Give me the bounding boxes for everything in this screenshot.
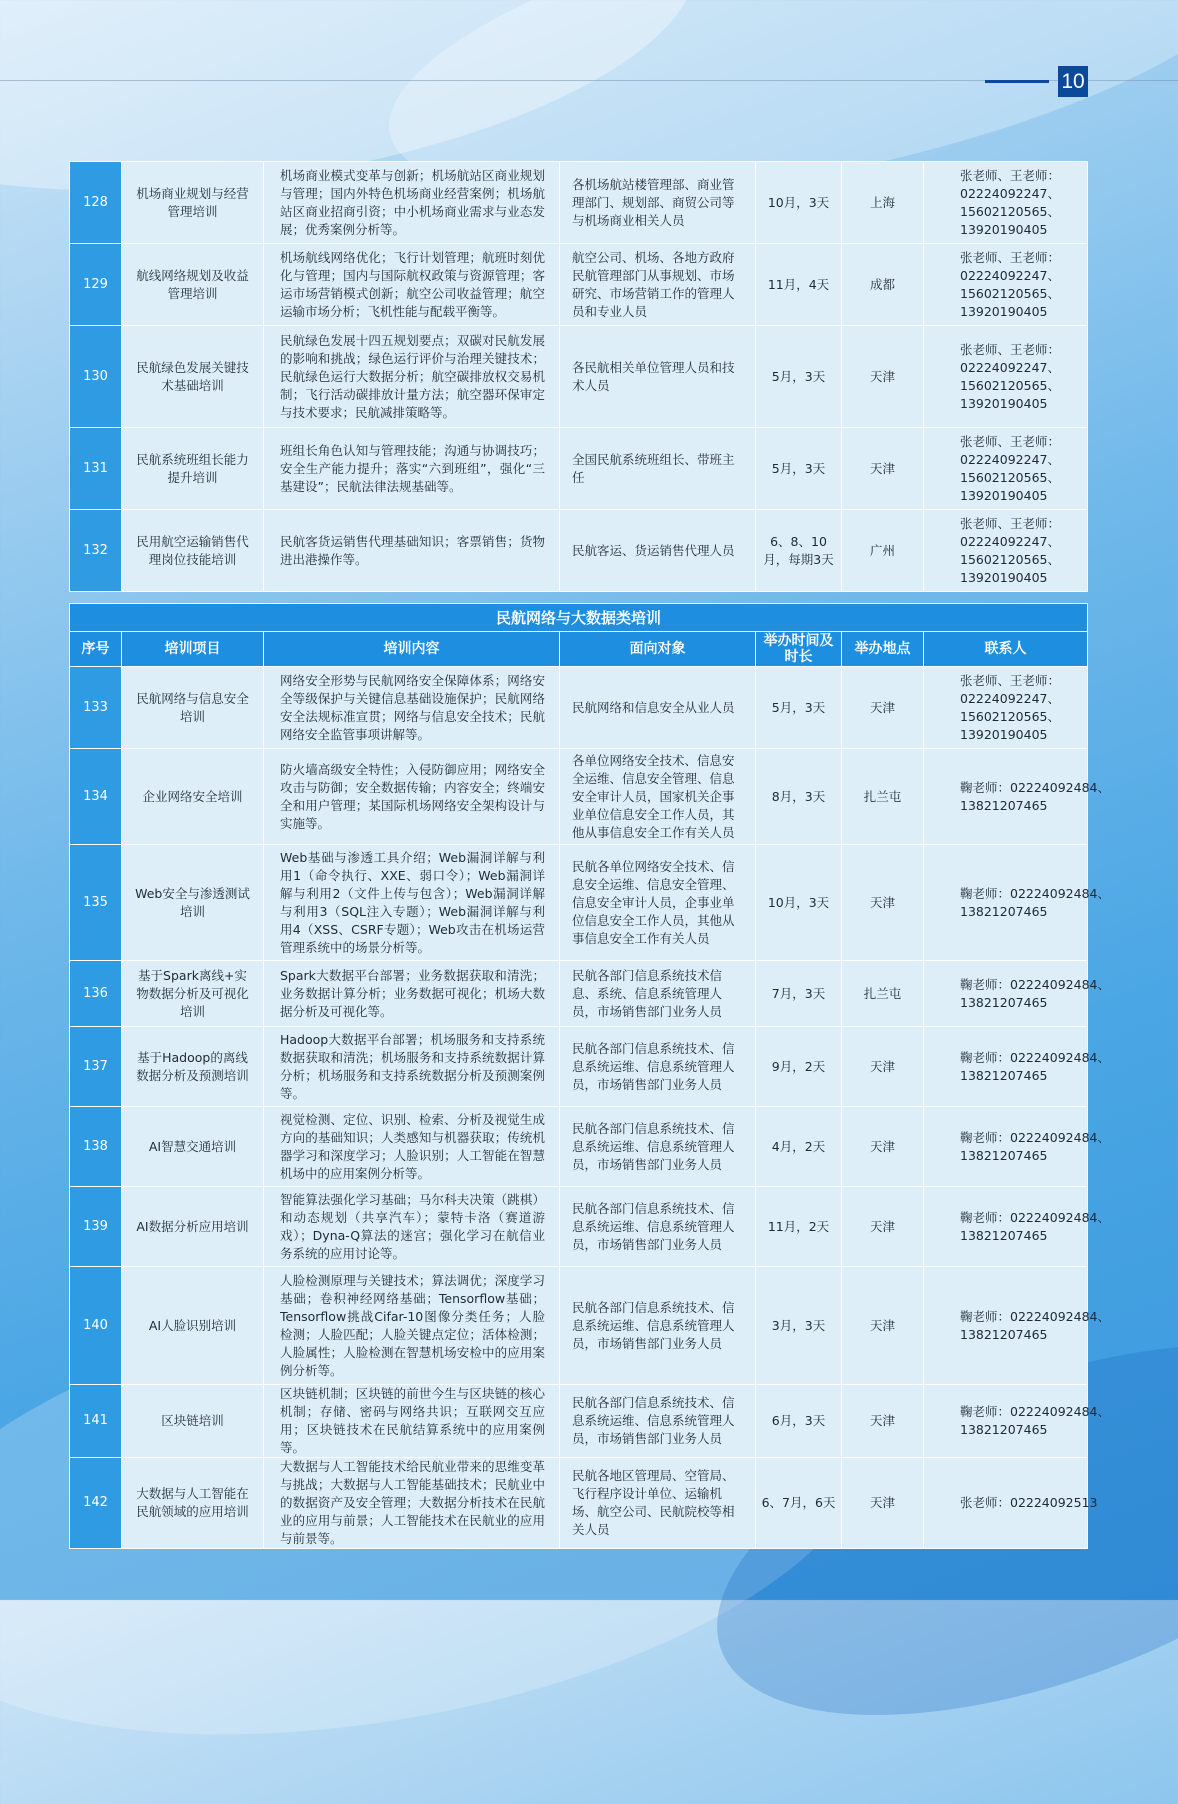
table-row xyxy=(70,1458,1088,1549)
venue: 上海 xyxy=(842,162,924,244)
header-time: 举办时间及时长 xyxy=(756,632,842,667)
target-audience: 民航网络和信息安全从业人员 xyxy=(560,667,756,749)
contact-line: 02224092247、 xyxy=(960,267,1060,283)
row-number: 139 xyxy=(70,1187,122,1267)
schedule-duration: 10月，3天 xyxy=(756,162,842,244)
contact-line: 15602120565、 xyxy=(960,377,1060,393)
contact-info xyxy=(924,1187,1110,1267)
table-row xyxy=(70,961,1088,1027)
contact-info xyxy=(924,1027,1110,1107)
training-name: 区块链培训 xyxy=(122,1385,264,1458)
schedule-duration: 5月，3天 xyxy=(756,326,842,428)
table-row xyxy=(70,667,1088,749)
contact-line: 张老师、王老师： xyxy=(960,433,1061,449)
contact-info xyxy=(924,961,1110,1027)
contact-line: 02224092247、 xyxy=(960,451,1060,467)
training-name: 机场商业规划与经营管理培训 xyxy=(122,162,264,244)
row-number: 130 xyxy=(70,326,122,428)
venue: 天津 xyxy=(842,1458,924,1549)
contact-line: 13821207465 xyxy=(960,797,1048,813)
target-audience: 民航客运、货运销售代理人员 xyxy=(560,510,756,592)
row-number: 129 xyxy=(70,244,122,326)
target-audience: 各机场航站楼管理部、商业管理部门、规划部、商贸公司等与机场商业相关人员 xyxy=(560,162,756,244)
contact-info xyxy=(924,162,1088,244)
contact-line: 13821207465 xyxy=(960,1422,1048,1437)
training-content: 民航绿色发展十四五规划要点；双碳对民航发展的影响和挑战；绿色运行评价与治理关键技术；民航绿色运行大数据分析；航空碳排放权交易机制；飞行活动碳排放计量方法；航空器环保审定与技术要求；民航减排策略等。 xyxy=(264,326,560,428)
training-name: 基于Spark离线+实物数据分析及可视化培训 xyxy=(122,961,264,1027)
venue: 天津 xyxy=(842,428,924,510)
target-audience: 各民航相关单位管理人员和技术人员 xyxy=(560,326,756,428)
schedule-duration: 5月，3天 xyxy=(756,428,842,510)
contact-line: 鞠老师：02224092484、 xyxy=(960,976,1110,992)
target-audience: 民航各部门信息系统技术、信息系统运维、信息系统管理人员，市场销售部门业务人员 xyxy=(560,1187,756,1267)
venue: 天津 xyxy=(842,845,924,961)
table-row xyxy=(70,1267,1088,1385)
training-name: Web安全与渗透测试培训 xyxy=(122,845,264,961)
schedule-duration: 3月，3天 xyxy=(756,1267,842,1385)
training-table-network-bigdata xyxy=(69,603,1110,1549)
venue: 天津 xyxy=(842,1385,924,1458)
row-number: 133 xyxy=(70,667,122,749)
training-name: 航线网络规划及收益管理培训 xyxy=(122,244,264,326)
contact-line: 15602120565、 xyxy=(960,203,1060,219)
contact-line: 02224092247、 xyxy=(960,690,1060,706)
contact-line: 13821207465 xyxy=(960,1326,1048,1342)
target-audience: 全国民航系统班组长、带班主任 xyxy=(560,428,756,510)
table-row xyxy=(70,162,1088,244)
contact-info xyxy=(924,1385,1110,1458)
contact-line: 13821207465 xyxy=(960,994,1048,1010)
contact-line: 张老师、王老师： xyxy=(960,341,1061,357)
contact-line: 鞠老师：02224092484、 xyxy=(960,1049,1110,1065)
contact-line: 13821207465 xyxy=(960,903,1048,919)
schedule-duration: 6、7月，6天 xyxy=(756,1458,842,1549)
contact-line: 张老师、王老师： xyxy=(960,515,1061,531)
training-name: 民航系统班组长能力提升培训 xyxy=(122,428,264,510)
contact-info xyxy=(924,326,1088,428)
training-name: 基于Hadoop的离线数据分析及预测培训 xyxy=(122,1027,264,1107)
contact-line: 15602120565、 xyxy=(960,551,1060,567)
contact-line: 张老师、王老师： xyxy=(960,167,1061,183)
contact-line: 13821207465 xyxy=(960,1147,1048,1163)
schedule-duration: 11月，2天 xyxy=(756,1187,842,1267)
table-row xyxy=(70,1385,1088,1458)
training-content: 民航客货运销售代理基础知识；客票销售；货物进出港操作等。 xyxy=(264,510,560,592)
contact-line: 13821207465 xyxy=(960,1227,1048,1243)
contact-line: 13920190405 xyxy=(960,395,1048,411)
header-name: 培训项目 xyxy=(122,632,264,667)
table-row xyxy=(70,845,1088,961)
training-name: AI智慧交通培训 xyxy=(122,1107,264,1187)
table-row xyxy=(70,326,1088,428)
row-number: 138 xyxy=(70,1107,122,1187)
target-audience: 民航各部门信息系统技术、信息系统运维、信息系统管理人员，市场销售部门业务人员 xyxy=(560,1385,756,1458)
contact-info xyxy=(924,667,1088,749)
contact-info xyxy=(924,1458,1098,1549)
schedule-duration: 10月，3天 xyxy=(756,845,842,961)
contact-info xyxy=(924,428,1088,510)
contact-line: 鞠老师：02224092484、 xyxy=(960,779,1110,795)
table-row xyxy=(70,244,1088,326)
schedule-duration: 9月，2天 xyxy=(756,1027,842,1107)
contact-line: 张老师、王老师： xyxy=(960,672,1061,688)
venue: 天津 xyxy=(842,326,924,428)
page-number-line xyxy=(985,80,1049,83)
header-content: 培训内容 xyxy=(264,632,560,667)
training-content: 大数据与人工智能技术给民航业带来的思维变革与挑战；大数据与人工智能基础技术；民航业中的数据资产及安全管理；大数据分析技术在民航业的应用与前景；人工智能技术在民航业的应用与前景等。 xyxy=(264,1458,560,1549)
contact-line: 鞠老师：02224092484、 xyxy=(960,885,1110,901)
schedule-duration: 11月，4天 xyxy=(756,244,842,326)
contact-info xyxy=(924,244,1088,326)
schedule-duration: 5月，3天 xyxy=(756,667,842,749)
table-row xyxy=(70,510,1088,592)
schedule-duration: 8月，3天 xyxy=(756,749,842,845)
contact-line: 张老师、王老师： xyxy=(960,249,1061,265)
header-no: 序号 xyxy=(70,632,122,667)
contact-info xyxy=(924,749,1110,845)
target-audience: 民航各部门信息系统技术、信息系统运维、信息系统管理人员，市场销售部门业务人员 xyxy=(560,1267,756,1385)
venue: 天津 xyxy=(842,667,924,749)
contact-line: 鞠老师：02224092484、 xyxy=(960,1404,1110,1419)
table-row xyxy=(70,1107,1088,1187)
training-name: 民航绿色发展关键技术基础培训 xyxy=(122,326,264,428)
training-content: 区块链机制；区块链的前世今生与区块链的核心机制；存储、密码与网络共识；互联网交互应用；区块链技术在民航结算系统中的应用案例等。 xyxy=(264,1385,560,1458)
contact-line: 13920190405 xyxy=(960,303,1048,319)
contact-line: 13920190405 xyxy=(960,487,1048,503)
row-number: 140 xyxy=(70,1267,122,1385)
row-number: 137 xyxy=(70,1027,122,1107)
training-name: 企业网络安全培训 xyxy=(122,749,264,845)
target-audience: 航空公司、机场、各地方政府民航管理部门从事规划、市场研究、市场营销工作的管理人员和专业人员 xyxy=(560,244,756,326)
contact-info xyxy=(924,510,1088,592)
row-number: 136 xyxy=(70,961,122,1027)
row-number: 134 xyxy=(70,749,122,845)
page-number: 10 xyxy=(1058,66,1088,97)
training-table-top xyxy=(69,161,1088,592)
contact-line: 13920190405 xyxy=(960,221,1048,237)
schedule-duration: 6、8、10月，每期3天 xyxy=(756,510,842,592)
contact-line: 02224092247、 xyxy=(960,533,1060,549)
training-name: AI数据分析应用培训 xyxy=(122,1187,264,1267)
row-number: 132 xyxy=(70,510,122,592)
contact-line: 13920190405 xyxy=(960,569,1048,585)
training-name: 民航网络与信息安全培训 xyxy=(122,667,264,749)
contact-info xyxy=(924,1267,1110,1385)
venue: 天津 xyxy=(842,1027,924,1107)
row-number: 135 xyxy=(70,845,122,961)
venue: 扎兰屯 xyxy=(842,749,924,845)
training-content: 网络安全形势与民航网络安全保障体系；网络安全等级保护与关键信息基础设施保护；民航网络安全法规标准宣贯；网络与信息安全技术；民航网络安全监管事项讲解等。 xyxy=(264,667,560,749)
target-audience: 民航各部门信息系统技术、信息系统运维、信息系统管理人员，市场销售部门业务人员 xyxy=(560,1027,756,1107)
contact-line: 15602120565、 xyxy=(960,708,1060,724)
contact-line: 15602120565、 xyxy=(960,285,1060,301)
table-row xyxy=(70,749,1088,845)
training-content: Spark大数据平台部署；业务数据获取和清洗；业务数据计算分析；业务数据可视化；机场大数据分析及可视化等。 xyxy=(264,961,560,1027)
contact-line: 鞠老师：02224092484、 xyxy=(960,1209,1110,1225)
training-content: 视觉检测、定位、识别、检索、分析及视觉生成方向的基础知识；人类感知与机器获取；传统机器学习和深度学习；人脸识别；人工智能在智慧机场中的应用案例分析等。 xyxy=(264,1107,560,1187)
header-place: 举办地点 xyxy=(842,632,924,667)
target-audience: 民航各单位网络安全技术、信息安全运维、信息安全管理、信息安全审计人员，企事业单位信息安全工作人员，其他从事信息安全工作有关人员 xyxy=(560,845,756,961)
contact-line: 鞠老师：02224092484、 xyxy=(960,1129,1110,1145)
target-audience: 民航各部门信息系统技术、信息系统运维、信息系统管理人员，市场销售部门业务人员 xyxy=(560,1107,756,1187)
row-number: 142 xyxy=(70,1458,122,1549)
training-content: 智能算法强化学习基础；马尔科夫决策（跳棋）和动态规划（共享汽车）；蒙特卡洛（赛道游戏）；Dyna-Q算法的迷宫；强化学习在航信业务系统的应用讨论等。 xyxy=(264,1187,560,1267)
target-audience: 民航各部门信息系统技术信息、系统、信息系统管理人员，市场销售部门业务人员 xyxy=(560,961,756,1027)
contact-line: 02224092247、 xyxy=(960,359,1060,375)
row-number: 128 xyxy=(70,162,122,244)
training-name: 大数据与人工智能在民航领域的应用培训 xyxy=(122,1458,264,1549)
contact-info xyxy=(924,845,1110,961)
venue: 天津 xyxy=(842,1267,924,1385)
contact-line: 15602120565、 xyxy=(960,469,1060,485)
contact-line: 鞠老师：02224092484、 xyxy=(960,1308,1110,1324)
target-audience: 民航各地区管理局、空管局、飞行程序设计单位、运输机场、航空公司、民航院校等相关人员 xyxy=(560,1458,756,1549)
header-contact: 联系人 xyxy=(924,632,1088,667)
schedule-duration: 4月，2天 xyxy=(756,1107,842,1187)
target-audience: 各单位网络安全技术、信息安全运维、信息安全管理、信息安全审计人员，国家机关企事业单位信息安全工作人员，其他从事信息安全工作有关人员 xyxy=(560,749,756,845)
contact-info xyxy=(924,1107,1110,1187)
contact-line: 13821207465 xyxy=(960,1067,1048,1083)
venue: 扎兰屯 xyxy=(842,961,924,1027)
venue: 天津 xyxy=(842,1107,924,1187)
training-name: 民用航空运输销售代理岗位技能培训 xyxy=(122,510,264,592)
schedule-duration: 6月，3天 xyxy=(756,1385,842,1458)
training-content: 防火墙高级安全特性；入侵防御应用；网络安全攻击与防御；安全数据传输；内容安全；终端安全和用户管理；某国际机场网络安全架构设计与实施等。 xyxy=(264,749,560,845)
training-content: Web基础与渗透工具介绍；Web漏洞详解与利用1（命令执行、XXE、弱口令）；Web漏洞详解与利用2（文件上传与包含）；Web漏洞详解与利用3（SQL注入专题）；Web漏洞详解与利用4（XSS、CSRF专题）；Web攻击在机场运营管理系统中的场景分析等。 xyxy=(264,845,560,961)
contact-line: 张老师：02224092513 xyxy=(960,1495,1098,1510)
training-content: 机场商业模式变革与创新；机场航站区商业规划与管理；国内外特色机场商业经营案例；机场航站区商业招商引资；中小机场商业需求与业态发展；优秀案例分析等。 xyxy=(264,162,560,244)
training-content: 机场航线网络优化；飞行计划管理；航班时刻优化与管理；国内与国际航权政策与资源管理；客运市场营销模式创新；航空公司收益管理；航空运输市场分析；飞机性能与配载平衡等。 xyxy=(264,244,560,326)
table-row xyxy=(70,1187,1088,1267)
training-content: 班组长角色认知与管理技能；沟通与协调技巧；安全生产能力提升；落实“六到班组”，强化“三基建设”；民航法律法规基础等。 xyxy=(264,428,560,510)
contact-line: 13920190405 xyxy=(960,726,1048,742)
contact-line: 02224092247、 xyxy=(960,185,1060,201)
training-content: 人脸检测原理与关键技术；算法调优；深度学习基础；卷积神经网络基础；Tensorflow基础；Tensorflow挑战Cifar-10图像分类任务；人脸检测；人脸匹配；人脸关键点定位；活体检测；人脸属性；人脸检测在智慧机场安检中的应用案例分析等。 xyxy=(264,1267,560,1385)
venue: 成都 xyxy=(842,244,924,326)
section-title: 民航网络与大数据类培训 xyxy=(70,604,1088,632)
header-audience: 面向对象 xyxy=(560,632,756,667)
schedule-duration: 7月，3天 xyxy=(756,961,842,1027)
row-number: 131 xyxy=(70,428,122,510)
training-name: AI人脸识别培训 xyxy=(122,1267,264,1385)
venue: 天津 xyxy=(842,1187,924,1267)
training-content: Hadoop大数据平台部署；机场服务和支持系统数据获取和清洗；机场服务和支持系统数据计算分析；机场服务和支持系统数据分析及预测案例等。 xyxy=(264,1027,560,1107)
table-row xyxy=(70,428,1088,510)
table-row xyxy=(70,1027,1088,1107)
row-number: 141 xyxy=(70,1385,122,1458)
venue: 广州 xyxy=(842,510,924,592)
